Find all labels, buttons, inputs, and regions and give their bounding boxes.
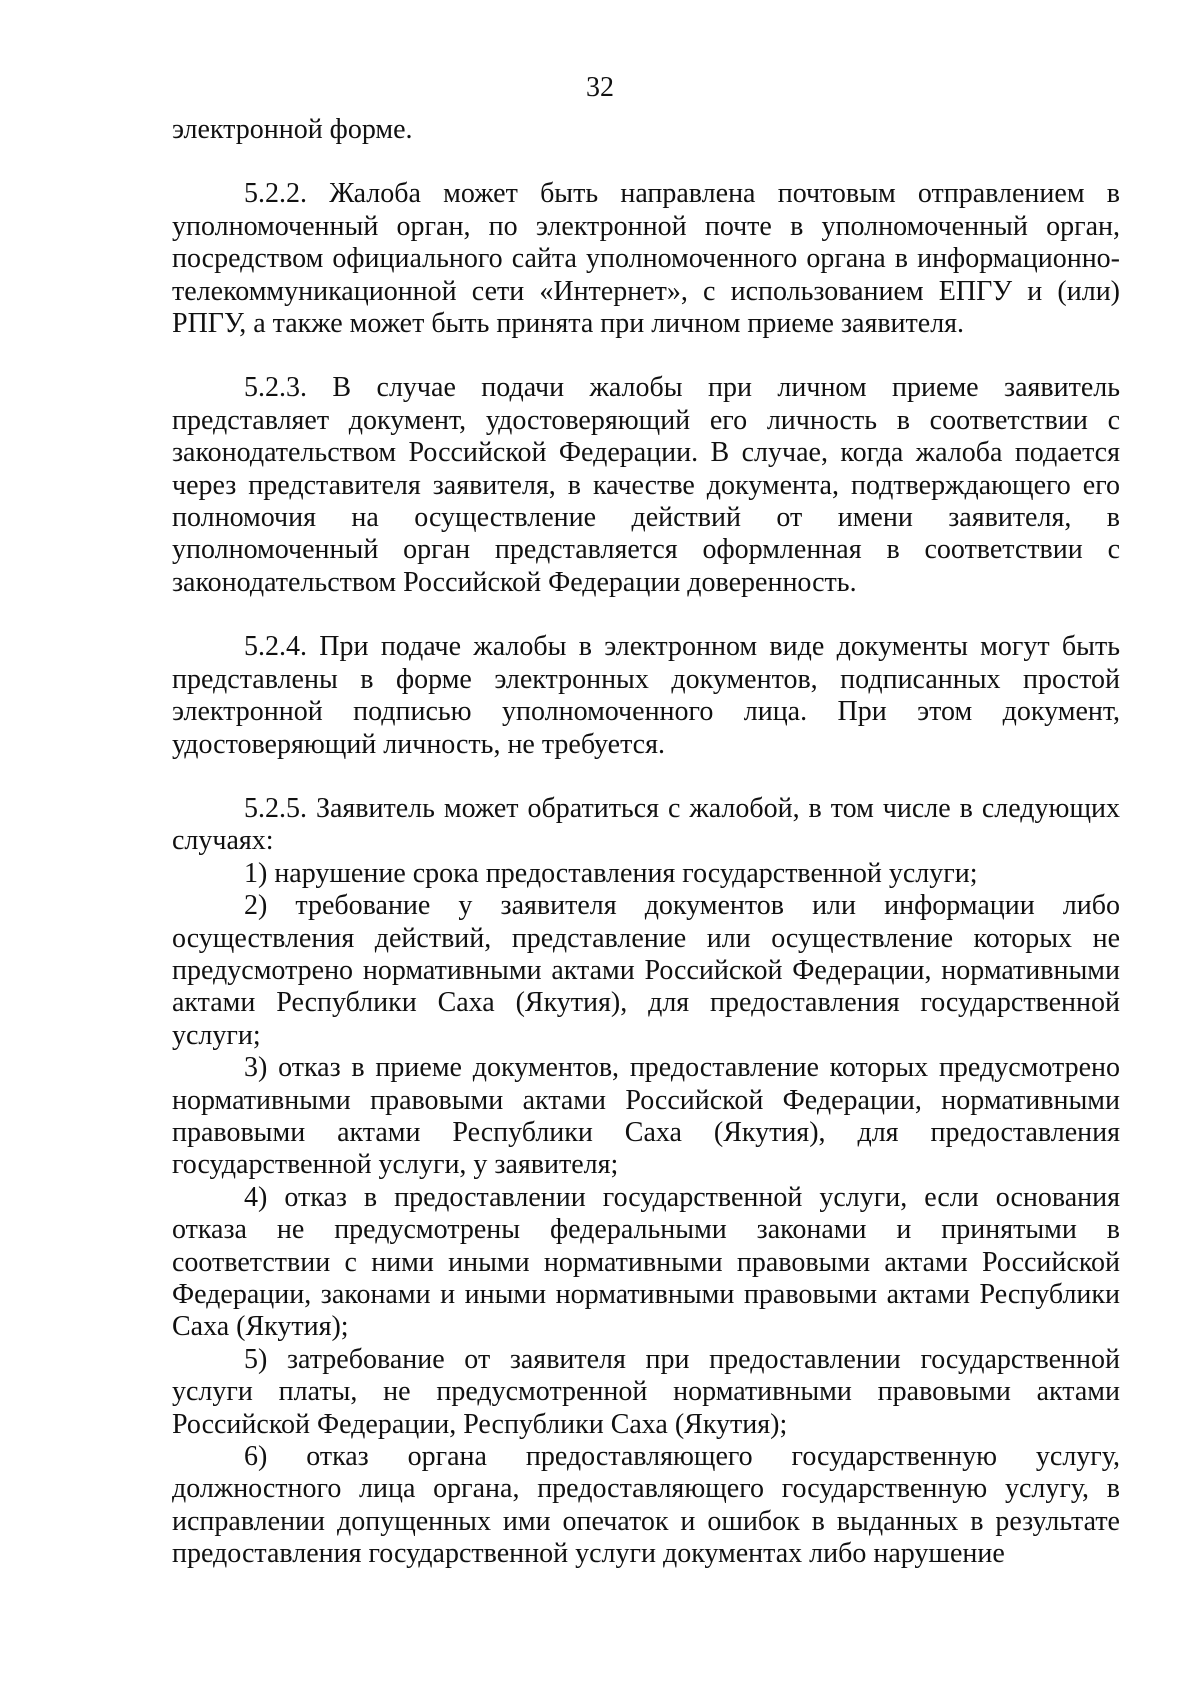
- list-item-2: 2) требование у заявителя документов или информации либо осуществления действий, представление или осуществление которых не предусмотрено нормативными актами Российской Федерации, нормативными актами Республики Саха (Якутия), для предоставления государственной услуги;: [172, 890, 1120, 1051]
- page-number: 32: [586, 72, 614, 103]
- list-item-6: 6) отказ органа предоставляющего государственную услугу, должностного лица органа, предоставляющего государственную услугу, в исправлении допущенных ими опечаток и ошибок в выданных в результате предоставления государственной услуги документах либо нарушение: [172, 1441, 1120, 1570]
- paragraph-5-2-2: 5.2.2. Жалоба может быть направлена почтовым отправлением в уполномоченный орган, по электронной почте в уполномоченный орган, посредством официального сайта уполномоченного органа в информационно-телекоммуникационной сети «Интернет», с использованием ЕПГУ и (или) РПГУ, а также может быть принята при личном приеме заявителя.: [172, 178, 1120, 340]
- paragraph-5-2-5: 5.2.5. Заявитель может обратиться с жалобой, в том числе в следующих случаях:: [172, 792, 1120, 857]
- document-body: [172, 114, 1120, 1571]
- paragraph-5-2-3: 5.2.3. В случае подачи жалобы при личном приеме заявитель представляет документ, удостоверяющий его личность в соответствии с законодательством Российской Федерации. В случае, когда жалоба подается через представителя заявителя, в качестве документа, подтверждающего его полномочия на осуществление действий от имени заявителя, в уполномоченный орган представляется оформленная в соответствии с законодательством Российской Федерации доверенность.: [172, 372, 1120, 598]
- list-item-5: 5) затребование от заявителя при предоставлении государственной услуги платы, не предусмотренной нормативными правовыми актами Российской Федерации, Республики Саха (Якутия);: [172, 1343, 1120, 1440]
- list-item-4: 4) отказ в предоставлении государственной услуги, если основания отказа не предусмотрены федеральными законами и принятыми в соответствии с ними иными нормативными правовыми актами Российской Федерации, законами и иными нормативными правовыми актами Республики Саха (Якутия);: [172, 1181, 1120, 1343]
- list-item-3: 3) отказ в приеме документов, предоставление которых предусмотрено нормативными правовыми актами Российской Федерации, нормативными правовыми актами Республики Саха (Якутия), для предоставления государственной услуги, у заявителя;: [172, 1052, 1120, 1181]
- paragraph-5-2-4: 5.2.4. При подаче жалобы в электронном виде документы могут быть представлены в форме электронных документов, подписанных простой электронной подписью уполномоченного лица. При этом документ, удостоверяющий личность, не требуется.: [172, 631, 1120, 760]
- paragraph-continuation: электронной форме.: [172, 114, 413, 145]
- list-item-1: 1) нарушение срока предоставления государственной услуги;: [244, 857, 978, 889]
